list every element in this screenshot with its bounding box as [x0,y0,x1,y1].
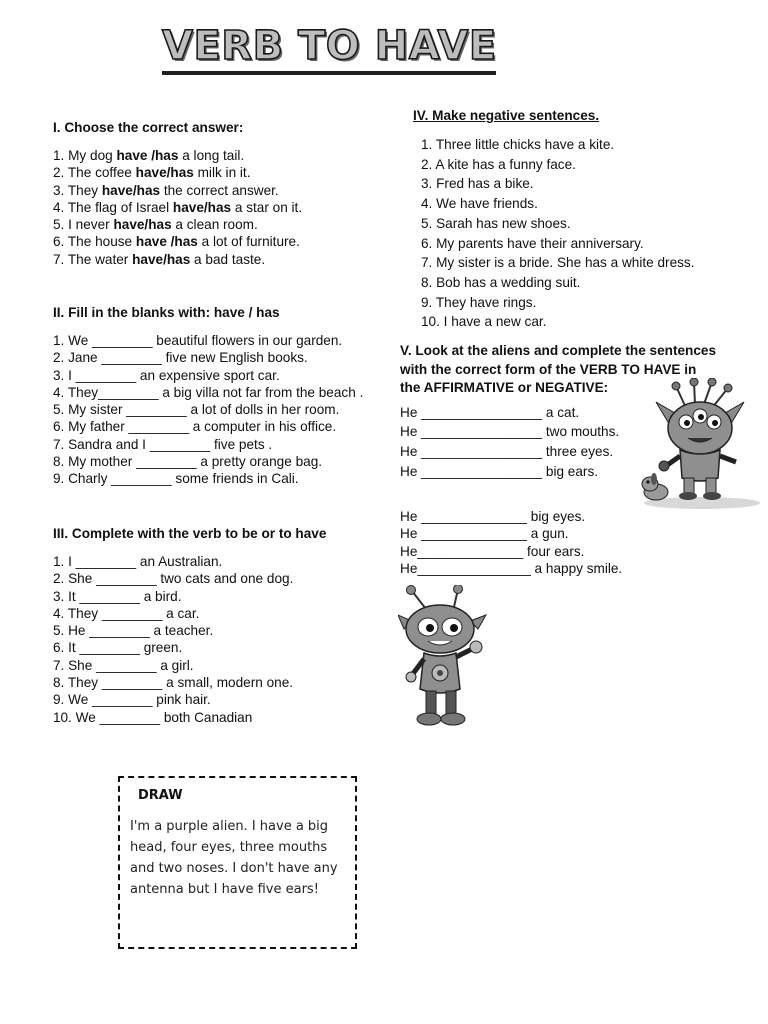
question-item [53,199,302,216]
complete-item: 6. It ________ green. [53,640,183,656]
section-4-list [421,135,695,332]
question-text: 2. The coffee [53,165,136,181]
fill-blank-item: 6. My father ________ a computer in his office. [53,419,337,435]
section-2-list [53,332,363,488]
answer-choice: have /has [116,148,179,163]
fill-blank-item: 3. I ________ an expensive sport car. [53,367,280,383]
complete-item: 8. They ________ a small, modern one. [53,675,294,691]
alien-illustration-1 [640,378,766,510]
negative-sentence-item: 9. They have rings. [421,294,537,310]
question-text: 4. The flag of Israel [53,199,173,215]
question-text: a bad taste. [190,251,266,267]
complete-item: 7. She ________ a girl. [53,657,194,673]
fill-blank-item: 5. My sister ________ a lot of dolls in her room. [53,402,340,418]
section-2-heading: II. Fill in the blanks with: have / has [53,305,280,320]
complete-item: 10. We ________ both Canadian [53,709,253,725]
alien-sentence-item: He______________ four ears. [400,543,585,559]
question-text: 5. I never [53,217,114,233]
section-5-heading-line: the AFFIRMATIVE or NEGATIVE: [400,380,609,395]
section-3-list [53,553,326,726]
section-4-heading: IV. Make negative sentences. [413,108,600,123]
draw-box-title: DRAW [138,788,183,803]
question-text: a long tail. [178,148,245,163]
alien-sentence-item: He ________________ big ears. [400,463,599,479]
negative-sentence-item: 2. A kite has a funny face. [421,156,576,172]
answer-choice: have/has [172,199,232,215]
title-underline [162,71,496,75]
alien-sentence-item: He ______________ a gun. [400,526,569,542]
page-title: VERB TO HAVE [162,23,497,69]
question-text: the correct answer. [160,182,279,198]
complete-item: 9. We ________ pink hair. [53,692,211,708]
question-text: a clean room. [171,217,258,233]
section-5-heading-line: V. Look at the aliens and complete the sentences [400,343,717,358]
answer-choice: have/has [113,217,172,233]
complete-item: 3. It ________ a bird. [53,588,182,604]
section-1-heading: I. Choose the correct answer: [53,120,244,135]
complete-item: 4. They ________ a car. [53,605,200,621]
alien-sentence-item: He ________________ two mouths. [400,424,620,440]
question-text: 6. The house [53,234,136,250]
question-text: 7. The water [53,251,133,267]
answer-choice: have/has [101,182,161,198]
negative-sentence-item: 6. My parents have their anniversary. [421,235,644,251]
alien-sentence-item: He ________________ three eyes. [400,444,614,460]
draw-box-text: I'm a purple alien. I have a big head, four eyes, three mouths and two noses. I don't have any antenna but I have five ears! [130,819,338,897]
fill-blank-item: 2. Jane ________ five new English books. [53,350,308,366]
section-2 [53,304,363,488]
fill-blank-item: 9. Charly ________ some friends in Cali. [53,471,299,487]
fill-blank-item: 7. Sandra and I ________ five pets . [53,436,273,452]
complete-item: 2. She ________ two cats and one dog. [53,571,294,587]
question-text: milk in it. [193,165,251,181]
question-item [53,164,302,181]
negative-sentence-item: 4. We have friends. [421,196,538,212]
section-1-list [53,147,302,268]
negative-sentence-item: 10. I have a new car. [421,314,547,330]
answer-choice: have/has [132,251,191,267]
negative-sentence-item: 1. Three little chicks have a kite. [421,137,615,152]
negative-sentence-item: 8. Bob has a wedding suit. [421,274,581,290]
negative-sentence-item: 3. Fred has a bike. [421,176,534,192]
draw-box [118,776,357,949]
alien-sentence-item: He_______________ a happy smile. [400,560,623,576]
alien-sentence-item: He ________________ a cat. [400,404,580,420]
question-item [53,233,302,250]
complete-item: 1. I ________ an Australian. [53,554,223,569]
answer-choice: have/has [135,165,194,181]
section-5-list-b [400,508,716,578]
alien-illustration-2 [398,585,488,730]
question-item [53,147,302,164]
question-text: a lot of furniture. [197,234,300,250]
fill-blank-item: 8. My mother ________ a pretty orange bag. [53,454,323,470]
negative-sentence-item: 7. My sister is a bride. She has a white dress. [421,255,695,271]
question-text: 3. They [53,182,102,198]
negative-sentence-item: 5. Sarah has new shoes. [421,215,571,231]
section-4 [413,107,695,332]
answer-choice: have /has [135,234,198,250]
section-5-heading-line: with the correct form of the VERB TO HAVE in [400,361,697,377]
section-1 [53,119,302,268]
question-text: 1. My dog [53,148,117,163]
question-item [53,182,302,199]
complete-item: 5. He ________ a teacher. [53,623,214,639]
question-item [53,216,302,233]
section-3-heading: III. Complete with the verb to be or to have [53,526,327,541]
question-item [53,251,302,268]
question-text: a star on it. [231,199,303,215]
alien-sentence-item: He ______________ big eyes. [400,508,586,524]
fill-blank-item: 4. They________ a big villa not far from the beach . [53,384,364,400]
fill-blank-item: 1. We ________ beautiful flowers in our garden. [53,333,343,348]
section-3 [53,525,326,726]
